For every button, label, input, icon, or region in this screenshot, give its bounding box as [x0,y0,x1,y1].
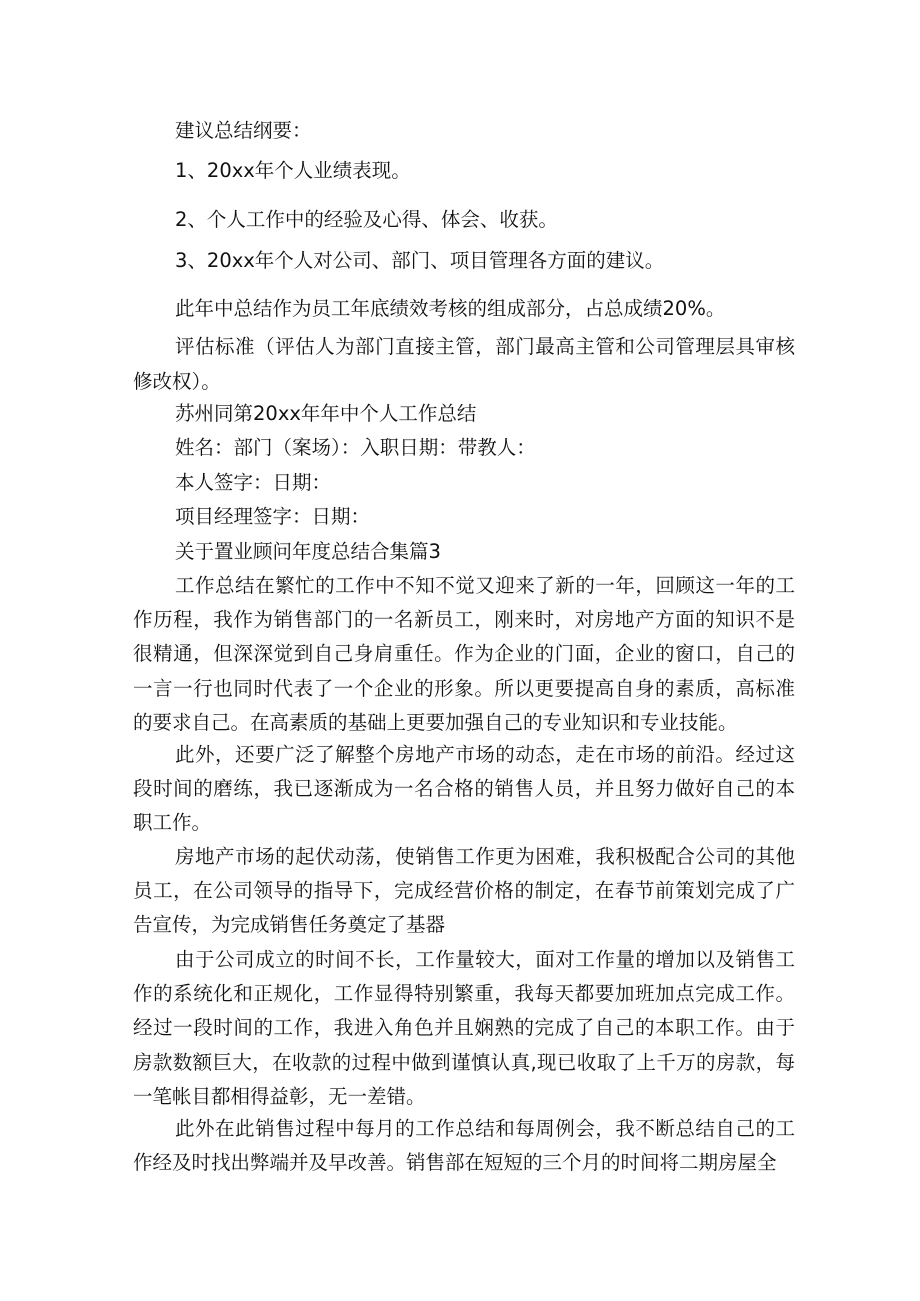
outline-item-3: 3、20xx年个人对公司、部门、项目管理各方面的建议。 [175,249,665,272]
outline-heading: 建议总结纲要： [175,119,312,142]
outline-item-1: 1、20xx年个人业绩表现。 [175,159,411,182]
signature-line: 本人签字：日期： [175,471,332,494]
manager-signature-line: 项目经理签字：日期： [175,505,371,528]
article-title: 关于置业顾问年度总结合集篇3 [175,540,441,563]
article-paragraph-2: 此外，还要广泛了解整个房地产市场的动态，走在市场的前沿。经过这段时间的磨练，我已逐渐成为一名合格的销售人员，并且努力做好自己的本职工作。 [133,743,795,835]
form-title: 苏州同第20xx年年中个人工作总结 [175,402,477,425]
weight-note: 此年中总结作为员工年底绩效考核的组成部分，占总成绩20%。 [175,297,726,320]
article-paragraph-5: 此外在此销售过程中每月的工作总结和每周例会，我不断总结自己的工作经及时找出弊端并及早改善。销售部在短短的三个月的时间将二期房屋全 [133,1117,795,1175]
outline-item-2: 2、个人工作中的经验及心得、体会、收获。 [175,208,558,231]
article-paragraph-3: 房地产市场的起伏动荡，使销售工作更为困难，我积极配合公司的其他员工，在公司领导的指导下，完成经营价格的制定，在春节前策划完成了广告宣传，为完成销售任务奠定了基器 [133,845,795,937]
article-paragraph-1: 工作总结在繁忙的工作中不知不觉又迎来了新的一年，回顾这一年的工作历程，我作为销售部门的一名新员工，刚来时，对房地产方面的知识不是很精通，但深深觉到自己身肩重任。作为企业的门面，企业的窗口，自己的一言一行也同时代表了一个企业的形象。所以更要提高自身的素质，高标准的要求自己。在高素质的基础上更要加强自己的专业知识和专业技能。 [133,574,795,734]
form-fields-line: 姓名：部门（案场）：入职日期：带教人： [175,436,536,459]
criteria-note: 评估标准（评估人为部门直接主管，部门最高主管和公司管理层具审核修改权）。 [133,335,795,393]
article-paragraph-4: 由于公司成立的时间不长，工作量较大，面对工作量的增加以及销售工作的系统化和正规化，工作显得特别繁重，我每天都要加班加点完成工作。经过一段时间的工作，我进入角色并且娴熟的完成了自己的本职工作。由于房款数额巨大，在收款的过程中做到谨慎认真,现已收取了上千万的房款，每一笔帐目都相得益彰，无一差错。 [133,948,795,1108]
